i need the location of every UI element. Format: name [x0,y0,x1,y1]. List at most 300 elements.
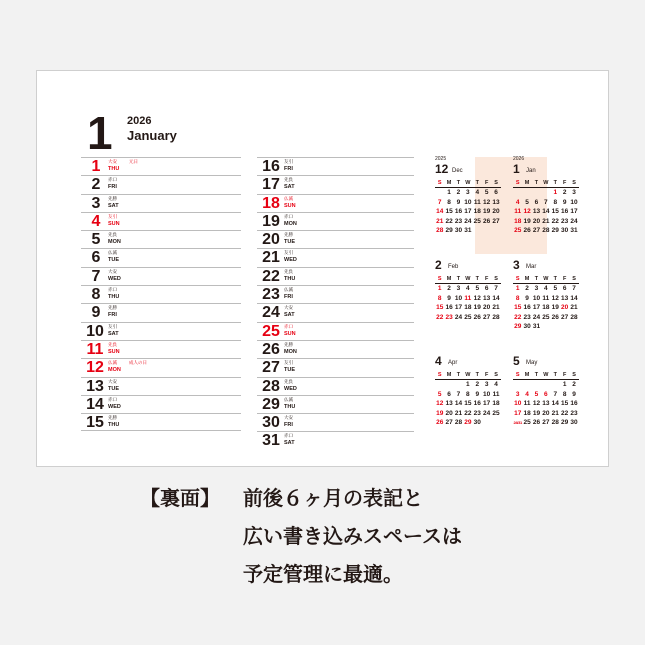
mini-calendar-day: 7 [494,285,498,292]
mini-calendar-day: 21 [542,217,550,225]
mini-calendar-day: 2 [572,381,576,388]
weekday-label: TUE [108,385,119,392]
mini-calendar-day: 13 [492,198,500,206]
mini-calendar-day: 11 [523,400,531,408]
mini-calendar-day: 22 [436,313,444,321]
weekday-header: F [482,179,491,188]
mini-calendar-day: 23 [561,217,569,225]
rokuyo-label: 先勝 [108,196,117,202]
rokuyo-label: 友引 [108,324,117,330]
mini-calendar-day: 17 [483,400,491,408]
mini-calendar-day: 29 [464,419,472,427]
mini-calendar-day [435,188,444,198]
weekday-header: W [463,179,472,188]
weekday-header: F [560,371,569,380]
weekday-label: THU [108,166,120,172]
day-number: 9 [91,304,101,322]
day-number: 19 [262,212,280,230]
mini-calendar-day: 14 [492,294,500,302]
mini-calendar-day [444,380,453,390]
day-row [81,194,241,212]
weekday-label: THU [284,275,296,282]
day-column-second [257,157,414,450]
rokuyo-label: 先負 [108,342,117,348]
mini-calendar-day [473,226,482,236]
day-number: 21 [262,249,280,267]
weekday-header: T [532,179,541,188]
mini-calendar-day: 30 [454,227,463,235]
mini-calendar-day: 24 [454,313,463,321]
mini-calendar-day [532,380,541,390]
rokuyo-label: 赤口 [284,214,293,220]
mini-calendar-day: 17 [514,409,522,417]
day-number: 28 [262,377,280,395]
weekday-label: WED [108,403,121,410]
mini-calendar-day [513,188,522,198]
weekday-label: SUN [108,220,120,227]
mini-calendar-month-number: 3 [513,258,520,272]
mini-calendar-day: 28 [551,419,559,427]
mini-calendar-day: 10 [464,198,472,206]
mini-calendar-day: 30 [523,323,531,331]
mini-calendar-day: 24 [532,313,541,321]
mini-calendar-day: 13 [561,294,569,302]
mini-calendar-day: 20 [483,304,491,312]
weekday-label: SUN [108,348,120,355]
day-number: 24 [262,304,280,322]
day-number: 1 [91,158,101,175]
day-number: 13 [86,377,104,395]
day-number: 3 [91,194,101,212]
mini-calendar-day: 11 [492,390,500,398]
mini-calendar-day [541,380,550,390]
rokuyo-label: 大安 [284,416,293,422]
weekday-header: S [435,371,444,380]
mini-calendar-day: 9 [475,390,480,398]
mini-calendar-day: 23 [454,217,463,225]
mini-calendar-day: 26 [436,419,444,427]
mini-calendar-day: 20 [492,208,500,216]
mini-calendar-day [491,226,500,236]
mini-calendar-day: 21 [570,304,578,312]
mini-calendar-month-number: 4 [435,354,442,368]
day-row [257,285,414,303]
mini-calendar-day: 7 [544,198,548,206]
mini-calendar-day: 1 [515,285,520,292]
mini-calendar-header [513,353,585,371]
day-row [81,175,241,193]
mini-calendar-day: 4 [494,381,498,388]
mini-calendar-day: 11 [464,294,472,302]
mini-calendar-day: 16 [445,304,453,312]
mini-calendar-month-number: 2 [435,258,442,272]
mini-calendar-month-number: 5 [513,354,520,368]
day-row [257,175,414,193]
mini-calendar-day: 15 [561,400,569,408]
mini-calendar-day: 14 [570,294,578,302]
weekday-header: F [482,371,491,380]
day-number: 7 [91,267,101,285]
day-row [81,285,241,303]
mini-calendar-day [551,322,560,332]
mini-calendar-day: 24 [483,409,491,417]
mini-calendar-header [435,156,507,179]
mini-calendar-day: 6 [484,285,489,292]
day-row [81,267,241,285]
rokuyo-label: 仏滅 [108,251,117,257]
mini-calendar-day: 6 [534,198,539,206]
mini-calendar-day: 27 [445,419,453,427]
day-row [81,340,241,358]
mini-calendar-day: 5 [437,390,442,398]
mini-calendar-month-label: Mar [526,264,537,270]
weekday-label: SAT [108,202,119,209]
mini-calendar-day: 23 [570,409,578,417]
day-number: 14 [86,395,104,413]
mini-calendar-jan [513,156,585,236]
mini-calendar-day: 3 [466,189,470,196]
mini-calendar-grid [435,275,507,322]
mini-calendar-day: 25 [514,227,522,235]
mini-calendar-day: 27 [483,313,491,321]
mini-calendar-day: 24/31 [513,420,522,426]
mini-calendar-day: 17 [454,304,463,312]
mini-calendar-day: 28 [542,227,550,235]
mini-calendar-day: 10 [570,198,578,206]
day-column-first [81,157,241,431]
rokuyo-label: 大安 [108,160,117,165]
mini-calendar-day: 27 [561,313,569,321]
mini-calendar-day: 1 [466,381,470,388]
mini-calendar-day [454,380,463,390]
mini-calendar-day: 18 [542,304,550,312]
mini-calendar-grid [435,371,507,428]
mini-calendar-grid [513,371,585,428]
rokuyo-label: 先負 [108,233,117,239]
weekday-header: S [513,179,522,188]
mini-calendar-day: 28 [436,227,444,235]
weekday-label: SAT [108,330,119,337]
mini-calendar-day: 11 [514,208,522,216]
weekday-label: THU [108,422,120,429]
weekday-header: F [560,179,569,188]
mini-calendar-day: 12 [483,198,491,206]
mini-calendar-day: 9 [456,198,461,206]
mini-calendar-day: 3 [456,285,461,292]
mini-calendar-grid [513,275,585,332]
weekday-label: WED [108,275,121,282]
rokuyo-label: 仏滅 [284,288,293,294]
mini-calendar-month-number: 12 [435,162,449,176]
day-row [81,395,241,413]
weekday-header: S [491,179,500,188]
mini-calendar-day: 25 [492,409,500,417]
mini-calendar-day: 9 [572,390,576,398]
mini-calendar-day: 16 [570,400,578,408]
rokuyo-label: 先勝 [108,306,117,312]
weekday-header: M [444,371,453,380]
weekday-header: S [435,179,444,188]
month-year: 2026 [127,115,152,127]
rokuyo-label: 友引 [284,361,293,367]
rokuyo-label: 仏滅 [108,361,117,367]
rokuyo-label: 友引 [284,160,293,165]
weekday-label: MON [108,367,121,374]
day-row [257,212,414,230]
weekday-header: W [463,275,472,284]
mini-calendar-dec [435,156,507,236]
mini-calendar-day: 6 [447,390,451,398]
mini-calendar-header [513,156,585,179]
mini-calendar-month-label: Dec [452,168,463,174]
weekday-header: T [454,371,463,380]
mini-calendar-day: 8 [437,294,442,302]
weekday-header: W [541,371,550,380]
weekday-header: T [473,371,482,380]
weekday-label: WED [284,385,297,392]
weekday-label: MON [108,239,121,246]
mini-calendar-day: 5 [525,198,529,206]
mini-calendar-day: 4 [525,390,529,398]
mini-calendar-day: 20 [542,409,550,417]
mini-calendar-day: 5 [534,390,539,398]
mini-calendar-day: 14 [542,208,550,216]
mini-calendar-day: 6 [544,390,548,398]
weekday-header: T [551,179,560,188]
mini-calendar-mar [513,257,585,332]
weekday-header: M [522,179,531,188]
mini-calendar-month-number: 1 [513,162,520,176]
mini-calendar-day: 25 [542,313,550,321]
mini-calendar-day: 8 [466,390,470,398]
mini-calendar-day [541,188,550,198]
weekday-header: T [532,275,541,284]
mini-calendar-day: 10 [514,400,522,408]
day-row [257,248,414,266]
weekday-header: F [482,275,491,284]
day-number: 5 [91,231,101,249]
mini-calendar-day: 28 [492,313,500,321]
mini-calendar-day: 8 [515,294,520,302]
mini-calendar-day: 3 [572,189,576,196]
mini-calendar-day: 16 [473,400,481,408]
mini-calendar-day: 22 [445,217,453,225]
weekday-header: M [444,275,453,284]
mini-calendar-day: 25 [473,217,481,225]
mini-calendar-month-label: Apr [448,360,458,366]
mini-calendar-day: 2 [562,189,567,196]
rokuyo-label: 大安 [108,269,117,275]
mini-calendar-day: 6 [494,189,498,196]
mini-calendar-feb [435,257,507,322]
mini-calendar-day: 20 [561,304,569,312]
mini-calendar-day [532,188,541,198]
weekday-label: FRI [284,294,293,301]
mini-calendar-day: 2 [475,381,480,388]
rokuyo-label: 赤口 [108,397,117,403]
mini-calendar-day: 29 [514,323,522,331]
mini-calendar-day: 21 [436,217,444,225]
weekday-header: S [491,275,500,284]
mini-calendar-day: 15 [445,208,453,216]
mini-calendar-day: 21 [551,409,559,417]
day-row [257,377,414,395]
mini-calendar-day: 3 [534,285,539,292]
mini-calendar-day: 25 [464,313,472,321]
mini-calendar-day: 18 [464,304,472,312]
day-row [81,322,241,340]
mini-calendar-day: 14 [436,208,444,216]
mini-calendar-day: 17 [532,304,541,312]
mini-calendar-day: 20 [445,409,453,417]
mini-calendar-day: 23 [445,313,453,321]
caption-label: 【裏面】 [140,486,220,510]
rokuyo-label: 大安 [284,306,293,312]
mini-calendar-day: 14 [454,400,463,408]
weekday-header: M [522,371,531,380]
mini-calendar-day: 28 [454,419,463,427]
day-row [81,230,241,248]
day-row [81,303,241,321]
rokuyo-label: 仏滅 [284,397,293,403]
weekday-label: FRI [284,422,293,429]
mini-calendar-day: 4 [515,198,520,206]
day-number: 2 [91,176,101,194]
mini-calendar-month-label: May [526,360,538,366]
weekday-label: FRI [108,312,117,319]
rokuyo-label: 赤口 [108,288,117,294]
weekday-header: T [551,275,560,284]
mini-calendar-day: 22 [551,217,559,225]
day-row [257,322,414,340]
day-number: 26 [262,340,280,358]
rokuyo-label: 先負 [284,178,293,184]
day-row [81,248,241,266]
day-row [257,230,414,248]
mini-calendar-day: 29 [551,227,559,235]
mini-calendar-year: 2026 [513,156,525,162]
weekday-label: FRI [284,166,293,172]
mini-calendar-day: 12 [532,400,541,408]
day-number: 12 [86,359,104,377]
day-row [81,413,241,431]
mini-calendar-day: 17 [570,208,578,216]
rokuyo-label: 大安 [108,379,117,385]
day-number: 30 [262,414,280,432]
caption-line-1: 前後６ヶ月の表記と [243,486,423,510]
day-row [257,267,414,285]
mini-calendar-header [435,353,507,371]
mini-calendar-may [513,353,585,428]
mini-calendar-day [541,322,550,332]
mini-calendar-day: 12 [523,208,531,216]
weekday-header: S [513,275,522,284]
mini-calendar-day [551,380,560,390]
mini-calendar-day: 24 [464,217,472,225]
mini-calendar-day [435,380,444,390]
mini-calendar-day: 29 [445,227,453,235]
weekday-label: MON [284,220,297,227]
weekday-header: T [473,179,482,188]
mini-calendar-day: 9 [562,198,567,206]
mini-calendar-day: 9 [525,294,529,302]
mini-calendar-day: 15 [464,400,472,408]
day-row [81,377,241,395]
mini-calendar-day [491,418,500,428]
weekday-label: TUE [108,257,119,264]
mini-calendar-day: 26 [473,313,481,321]
mini-calendar-day: 13 [445,400,453,408]
mini-calendar-month-label: Jan [526,168,536,174]
day-number: 8 [91,286,101,304]
mini-calendar-day: 22 [464,409,472,417]
mini-calendar-grid [435,179,507,236]
mini-calendar-day: 1 [553,189,558,196]
mini-calendar-day: 23 [523,313,531,321]
weekday-label: FRI [108,184,117,191]
day-row [257,157,414,175]
day-row [257,413,414,431]
mini-calendar-day: 28 [570,313,578,321]
weekday-label: MON [284,348,297,355]
day-row [257,194,414,212]
mini-calendar-day: 7 [572,285,576,292]
day-number: 29 [262,395,280,413]
mini-calendar-day [522,380,531,390]
mini-calendar-day: 20 [532,217,541,225]
weekday-header: F [560,275,569,284]
mini-calendar-day: 19 [523,217,531,225]
weekday-header: W [541,179,550,188]
mini-calendar-day: 25 [523,419,531,427]
rokuyo-label: 赤口 [108,178,117,184]
day-number: 20 [262,231,280,249]
mini-calendar-day: 14 [551,400,559,408]
mini-calendar-day: 12 [473,294,481,302]
mini-calendar-day: 27 [532,227,541,235]
weekday-label: SUN [284,202,296,209]
weekday-label: THU [284,403,296,410]
mini-calendar-day: 2 [525,285,529,292]
caption-line-2: 広い書き込みスペースは [243,524,462,548]
mini-calendar-day: 30 [473,419,481,427]
day-number: 25 [262,322,280,340]
mini-calendar-day: 26 [483,217,491,225]
day-row [257,340,414,358]
mini-calendar-day: 19 [551,304,559,312]
mini-calendar-day: 21 [492,304,500,312]
day-number: 22 [262,267,280,285]
mini-calendar-day [522,188,531,198]
mini-calendar-day: 6 [562,285,567,292]
weekday-header: M [444,179,453,188]
day-number: 18 [262,194,280,212]
mini-calendar-day: 15 [436,304,444,312]
mini-calendar-day: 16 [523,304,531,312]
weekday-label: TUE [284,239,295,246]
day-number: 17 [262,176,280,194]
weekday-header: S [569,179,578,188]
mini-calendar-day: 5 [484,189,489,196]
mini-calendar-day: 31 [570,227,578,235]
month-number: 1 [87,107,113,159]
month-name: January [127,128,177,143]
mini-calendar-day: 22 [561,409,569,417]
mini-calendar-day: 18 [523,409,531,417]
mini-calendar-day: 16 [561,208,569,216]
day-row [257,395,414,413]
rokuyo-label: 赤口 [284,324,293,330]
